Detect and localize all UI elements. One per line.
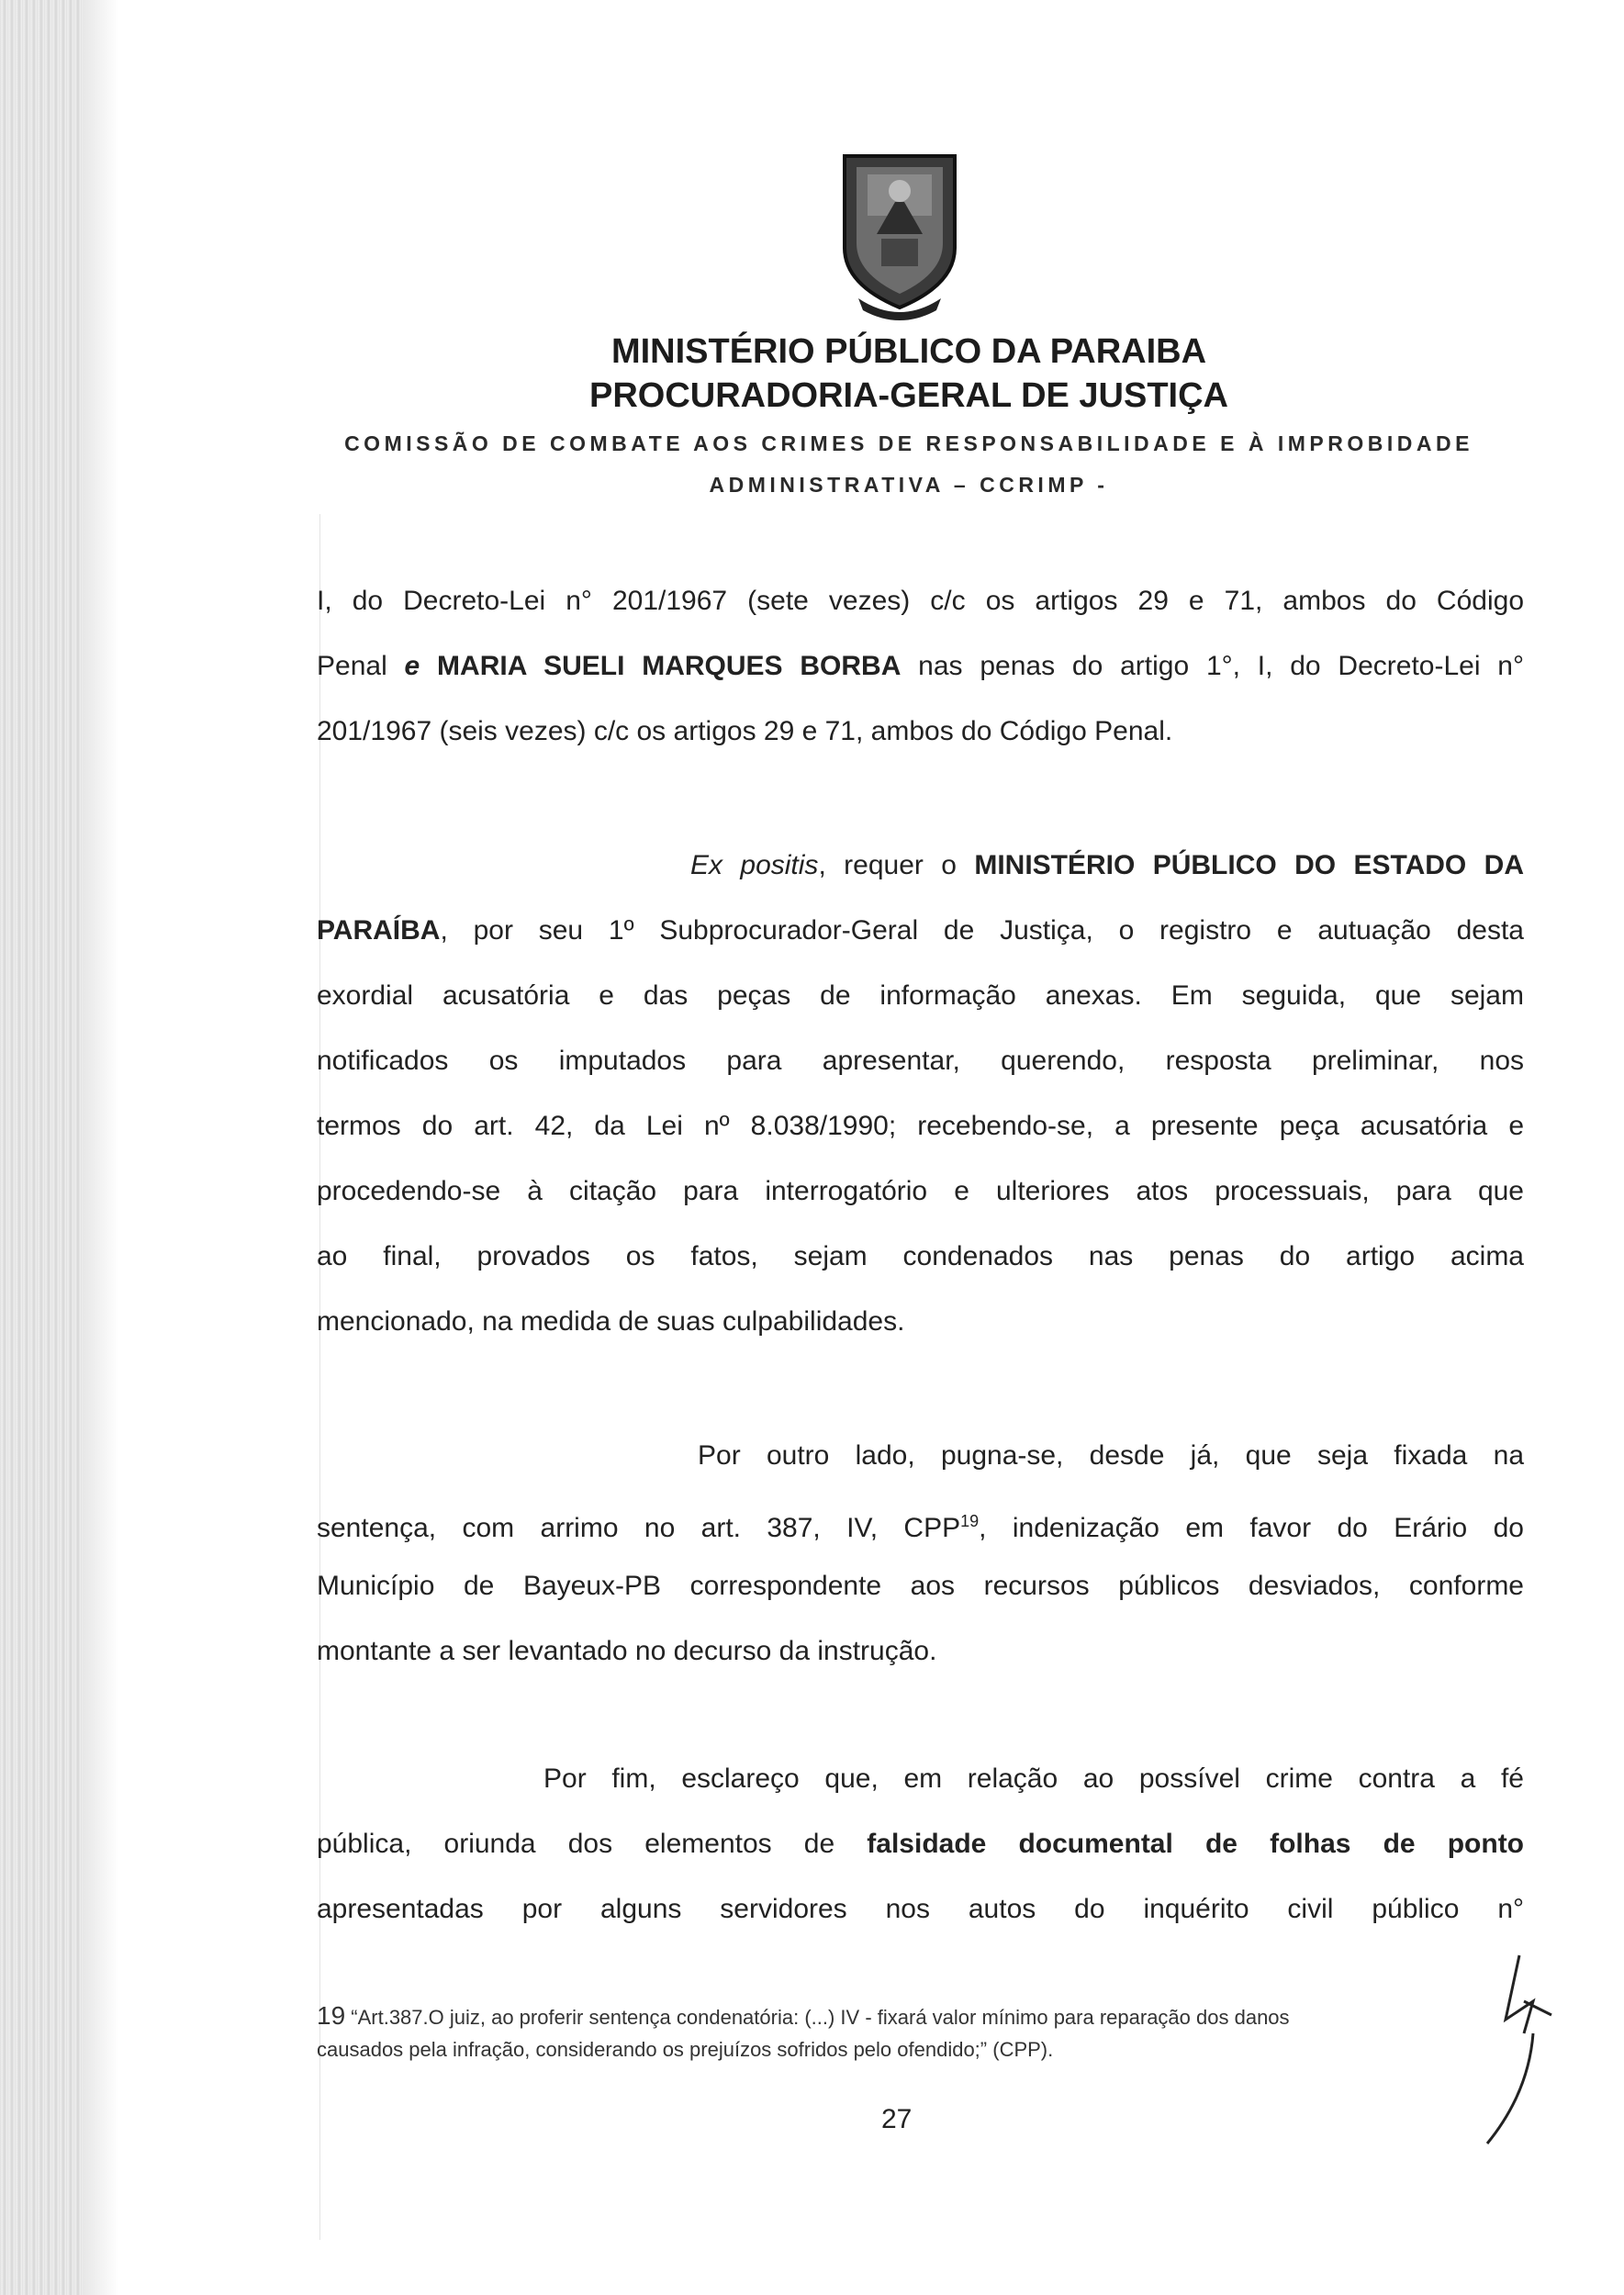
body-line: Por outro lado, pugna-se, desde já, que seja fixada na <box>698 1440 1524 1471</box>
body-line: Penal e MARIA SUELI MARQUES BORBA nas penas do artigo 1°, I, do Decreto-Lei n° <box>317 651 1524 681</box>
margin-line <box>319 514 320 2240</box>
body-line: termos do art. 42, da Lei nº 8.038/1990; recebendo-se, a presente peça acusatória e <box>317 1111 1524 1141</box>
body-line: Por fim, esclareço que, em relação ao possível crime contra a fé <box>543 1763 1524 1794</box>
signature-mark <box>1469 1946 1561 2148</box>
body-line: apresentadas por alguns servidores nos autos do inquérito civil público n° <box>317 1894 1524 1924</box>
body-line: pública, oriunda dos elementos de falsidade documental de folhas de ponto <box>317 1829 1525 1859</box>
body-line: exordial acusatória e das peças de informação anexas. Em seguida, que sejam <box>317 980 1524 1011</box>
body-line: 201/1967 (seis vezes) c/c os artigos 29 e 71, ambos do Código Penal. <box>317 716 1173 746</box>
body-line: procedendo-se à citação para interrogatório e ulteriores atos processuais, para que <box>317 1176 1524 1206</box>
defendant-name: MARIA SUELI MARQUES BORBA <box>437 651 902 681</box>
footnote-ref: 19 <box>960 1512 980 1530</box>
org-subtitle: PROCURADORIA-GERAL DE JUSTIÇA <box>588 376 1228 415</box>
commission-name-line1: COMISSÃO DE COMBATE AOS CRIMES DE RESPONSABILIDADE E À IMPROBIDADE <box>344 431 1473 455</box>
commission-name-line2: ADMINISTRATIVA – CCRIMP - <box>709 473 1109 497</box>
org-title: MINISTÉRIO PÚBLICO DA PARAIBA <box>610 332 1207 371</box>
scan-edge-fade <box>83 0 119 2295</box>
body-line: I, do Decreto-Lei n° 201/1967 (sete vezes) c/c os artigos 29 e 71, ambos do Código <box>317 586 1524 616</box>
body-line: notificados os imputados para apresentar, querendo, resposta preliminar, nos <box>317 1046 1524 1076</box>
footnote-number: 19 <box>317 2001 346 2030</box>
body-line: ao final, provados os fatos, sejam condenados nas penas do artigo acima <box>317 1241 1524 1271</box>
body-line: Ex positis, requer o MINISTÉRIO PÚBLICO DO ESTADO DA <box>690 850 1524 880</box>
footnote-line: 19 “Art.387.O juiz, ao proferir sentença condenatória: (...) IV - fixará valor mínimo para reparação dos danos <box>317 2001 1290 2030</box>
footnote-line: causados pela infração, considerando os prejuízos sofridos pelo ofendido;” (CPP). <box>317 2038 1054 2061</box>
body-line: montante a ser levantado no decurso da instrução. <box>317 1636 937 1666</box>
scan-edge-shadow <box>0 0 83 2295</box>
coat-of-arms-icon <box>831 147 969 321</box>
body-line: sentença, com arrimo no art. 387, IV, CPP$^{19}$, indenização em favor do Erário do <box>317 1512 1524 1543</box>
body-line: PARAÍBA, por seu 1º Subprocurador-Geral de Justiça, o registro e autuação desta <box>317 915 1524 946</box>
body-line: mencionado, na medida de suas culpabilidades. <box>317 1306 905 1337</box>
body-line: Município de Bayeux-PB correspondente aos recursos públicos desviados, conforme <box>317 1571 1524 1601</box>
page-number: 27 <box>881 2104 913 2134</box>
